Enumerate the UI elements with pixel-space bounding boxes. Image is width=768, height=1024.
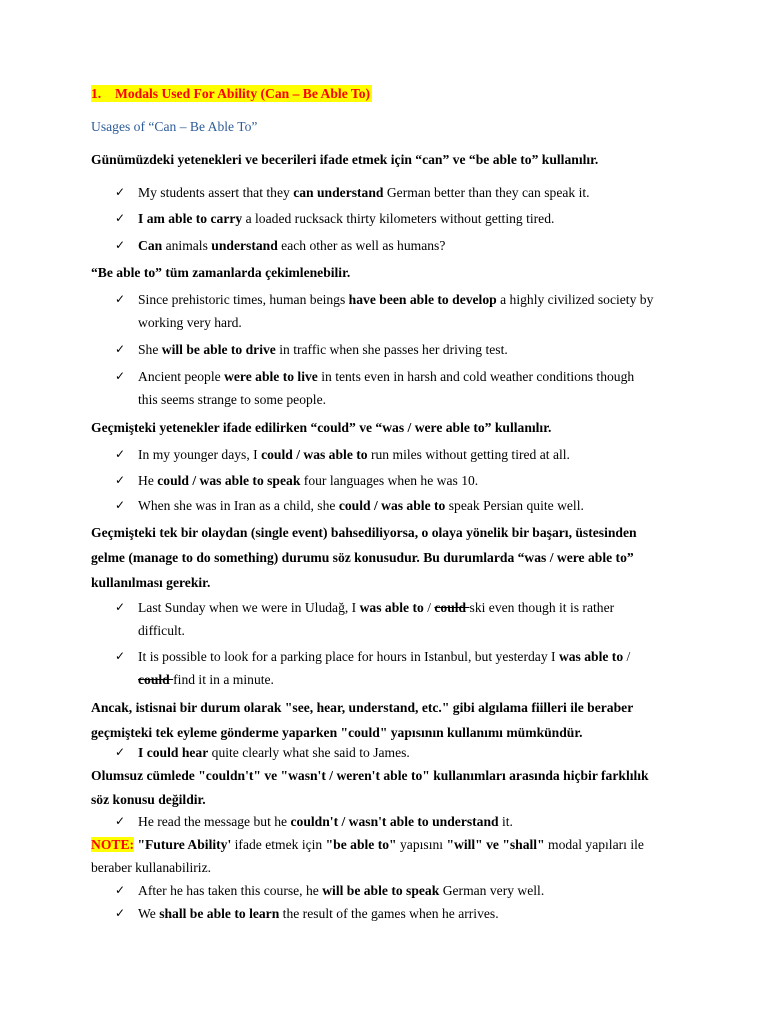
checkmark-icon: ✓ <box>115 814 126 828</box>
checkmark-icon: ✓ <box>115 498 126 512</box>
heading-past-ability: Geçmişteki yetenekler ifade edilirken “could” ve “was / were able to” kullanılır. <box>91 420 552 435</box>
checkmark-icon: ✓ <box>115 473 126 487</box>
checkmark-icon: ✓ <box>115 600 126 614</box>
heading-present-ability: Günümüzdeki yetenekleri ve becerileri ifade etmek için “can” ve “be able to” kullanılır. <box>91 152 599 167</box>
checkmark-icon: ✓ <box>115 185 126 199</box>
section-title-text: Modals Used For Ability (Can – Be Able To) <box>115 86 371 101</box>
heading-negative: Olumsuz cümlede "couldn't" ve "wasn't / weren't able to" kullanımları arasında hiçbir farklılık söz konusu değildir. <box>91 768 649 807</box>
section-title <box>91 83 372 105</box>
heading-single-event: Geçmişteki tek bir olaydan (single event) bahsediliyorsa, o olaya yönelik bir başarı, üstesinden gelme (manage to do something) durumu söz konusudur. Bu durumlarda “was / were able to” kullanılması gerekir. <box>91 525 637 590</box>
checkmark-icon: ✓ <box>115 369 126 383</box>
checkmark-icon: ✓ <box>115 883 126 897</box>
checkmark-icon: ✓ <box>115 342 126 356</box>
checkmark-icon: ✓ <box>115 906 126 920</box>
checkmark-icon: ✓ <box>115 649 126 663</box>
heading-perception-verbs: Ancak, istisnai bir durum olarak "see, hear, understand, etc." gibi algılama fiilleri ile beraber geçmişteki tek eyleme gönderme yaparken "could" yapısının kullanımı mümkündür. <box>91 700 634 740</box>
section-number: 1. <box>91 86 102 101</box>
checkmark-icon: ✓ <box>115 745 126 759</box>
document-page: 1. Modals Used For Ability (Can – Be Able To) Usages of “Can – Be Able To” Günümüzdeki yetenekleri ve becerileri ifade etmek için “can” ve “be able to” kullanılır. ✓ My students assert that they can understand German better than they can speak it. ✓ I am able to carry a loaded rucksack thirty kilometers without getting tired. ✓ Can animals understand each other as well as humans? “Be able to” tüm zamanlarda çekimlenebilir. ✓ Since prehistoric times, human beings have been able to develop a highly civilized society by working very hard. ✓ She will be able to drive in traffic when she passes her driving test. ✓ Ancient people were able to live in tents even in harsh and cold weather conditions though this seems strange to some people. Geçmişteki yetenekler ifade edilirken “could” ve “was / were able to” kullanılır. ✓ In my younger days, I could / was able to run miles without getting tired at all. ✓ He could / was able to speak four languages when he was 10. ✓ When she was in Iran as a child, she could / was able to speak Persian quite well. Geçmişteki tek bir olaydan (single event) bahsediliyorsa, o olaya yönelik bir başarı, üstesinden gelme (manage to do something) durumu söz konusudur. Bu durumlarda “was / were able to” kullanılması gerekir. ✓ Last Sunday when we were in Uludağ, I was able to / could ski even though it is rather difficult. ✓ It is possible to look for a parking place for hours in Istanbul, but yesterday I was able to / could find it in a minute. Ancak, istisnai bir durum olarak "see, hear, understand, etc." gibi algılama fiilleri ile beraber geçmişteki tek eyleme gönderme yaparken "could" yapısının kullanımı mümkündür. ✓ I could hear quite clearly what she said to James. Olumsuz cümlede "couldn't" ve "wasn't / weren't able to" kullanımları arasında hiçbir farklılık söz konusu değildir. ✓ He read the message but he couldn't / wasn't able to understand it. NOTE: "Future Ability' ifade etmek için "be able to" yapısını "will" ve "shall" modal yapıları ile beraber kullanabiliriz. ✓ After he has taken this course, he will be able to speak German very well. ✓ We shall be able to learn the result of the games when he arrives. <box>0 0 768 1024</box>
checkmark-icon: ✓ <box>115 211 126 225</box>
checkmark-icon: ✓ <box>115 447 126 461</box>
checkmark-icon: ✓ <box>115 292 126 306</box>
checkmark-icon: ✓ <box>115 238 126 252</box>
heading-all-tenses: “Be able to” tüm zamanlarda çekimlenebilir. <box>91 265 351 280</box>
note-paragraph: NOTE: "Future Ability' ifade etmek için "be able to" yapısını "will" ve "shall" modal yapıları ile beraber kullanabiliriz. <box>91 837 644 875</box>
note-label: NOTE: <box>91 837 135 852</box>
subtitle: Usages of “Can – Be Able To” <box>91 119 258 134</box>
